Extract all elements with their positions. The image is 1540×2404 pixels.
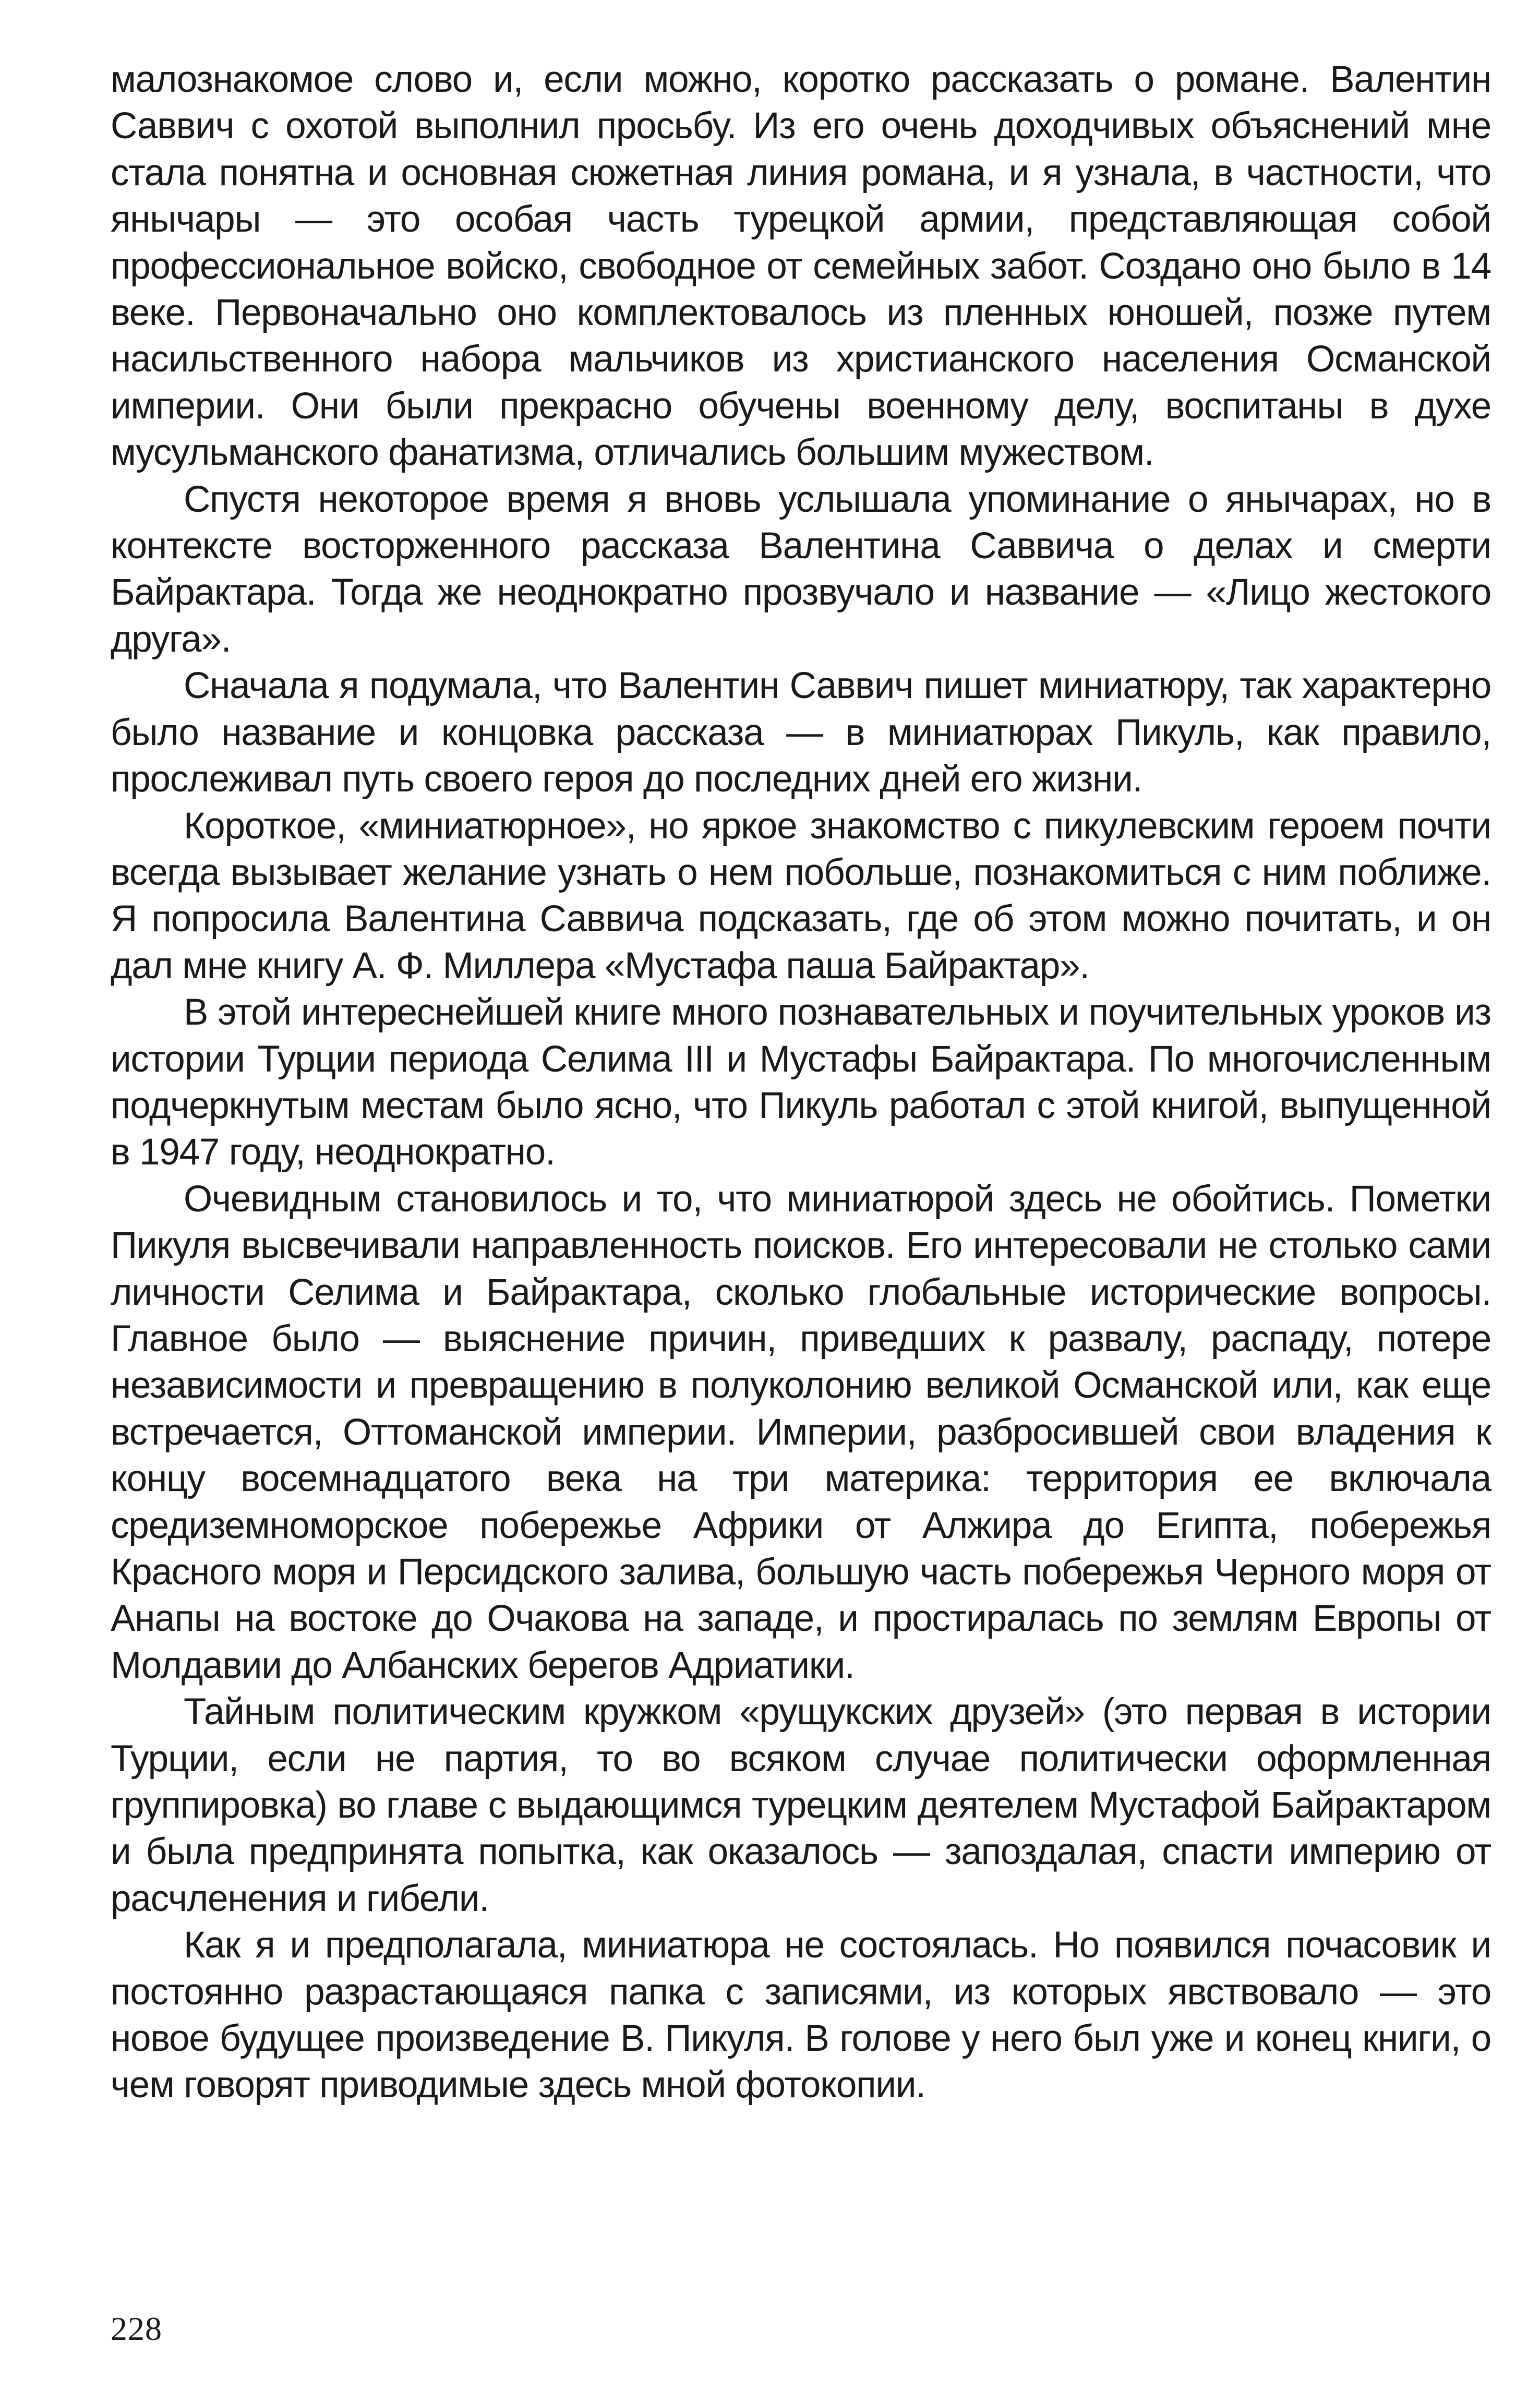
paragraph: В этой интереснейшей книге много познавательных и поучительных уроков из истории Турции периода Селима III и Мустафы Байрактара. По многочисленным подчеркнутым местам было ясно, что Пикуль работал с этой книгой, выпущенной в 1947 году, неоднократно.: [111, 992, 1491, 1173]
paragraph: малознакомое слово и, если можно, коротко рассказать о романе. Валентин Саввич с охотой выполнил просьбу. Из его очень доходчивых объяснений мне стала понятна и основная сюжетная линия романа, и я узнала, в частности, что янычары — это особая часть турецкой армии, представляющая собой профессиональное войско, свободное от семейных забот. Создано оно было в 14 веке. Первоначально оно комплектовалось из пленных юношей, позже путем насильственного набора мальчиков из христианского населения Османской империи. Они были прекрасно обучены военному делу, воспитаны в духе мусульманского фанатизма, отличались большим мужеством.: [111, 59, 1491, 474]
paragraph: Очевидным становилось и то, что миниатюрой здесь не обойтись. Пометки Пикуля высвечивали направленность поисков. Его интересовали не столько сами личности Селима и Байрактара, сколько глобальные исторические вопросы. Главное было — выяснение причин, приведших к развалу, распаду, потере независимости и превращению в полуколонию великой Османской или, как еще встречается, Оттоманской империи. Империи, разбросившей свои владения к концу восемнадцатого века на три материка: территория ее включала средиземноморское побережье Африки от Алжира до Египта, побережья Красного моря и Персидского залива, большую часть побережья Черного моря от Анапы на востоке до Очакова на западе, и простиралась по землям Европы от Молдавии до Албанских берегов Адриатики.: [111, 1178, 1491, 1686]
paragraph: Спустя некоторое время я вновь услышала упоминание о янычарах, но в контексте восторженного рассказа Валентина Саввича о делах и смерти Байрактара. Тогда же неоднократно прозвучало и название — «Лицо жестокого друга».: [111, 478, 1491, 660]
page-number: 228: [111, 2310, 162, 2347]
paragraph: Тайным политическим кружком «рущукских друзей» (это первая в истории Турции, если не партия, то во всяком случае политически оформленная группировка) во главе с выдающимся турецким деятелем Мустафой Байрактаром и была предпринята попытка, как оказалось — запоздалая, спасти империю от расчленения и гибели.: [111, 1691, 1491, 1919]
body-text: [111, 56, 1491, 2109]
paragraph: Сначала я подумала, что Валентин Саввич пишет миниатюру, так характерно было название и концовка рассказа — в миниатюрах Пикуль, как правило, прослеживал путь своего героя до последних дней его жизни.: [111, 665, 1491, 800]
paragraph: Короткое, «миниатюрное», но яркое знакомство с пикулевским героем почти всегда вызывает желание узнать о нем побольше, познакомиться с ним поближе. Я попросила Валентина Саввича подсказать, где об этом можно почитать, и он дал мне книгу А. Ф. Миллера «Мустафа паша Байрактар».: [111, 805, 1491, 987]
paragraph: Как я и предполагала, миниатюра не состоялась. Но появился почасовик и постоянно разрастающаяся папка с записями, из которых явствовало — это новое будущее произведение В. Пикуля. В голове у него был уже и конец книги, о чем говорят приводимые здесь мной фотокопии.: [111, 1925, 1491, 2106]
